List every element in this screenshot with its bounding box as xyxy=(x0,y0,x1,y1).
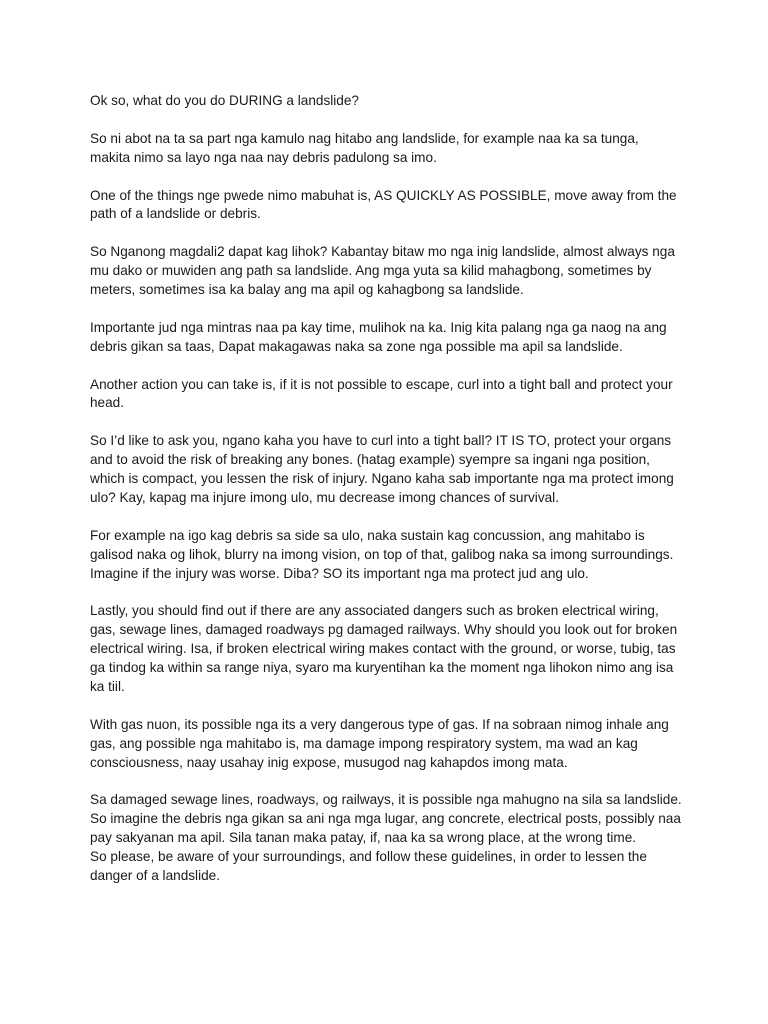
paragraph: Lastly, you should find out if there are any associated dangers such as broken electrical wiring, gas, sewage lines, damaged roadways pg damaged railways. Why should you look out for broken electrical wiring. Isa, if broken electrical wiring makes contact with the ground, or worse, tubig, tas ga tindog ka within sa range niya, syaro ma kuryentihan ka the moment nga lihokon nimo ang isa ka tiil. xyxy=(90,603,678,694)
paragraph: So ni abot na ta sa part nga kamulo nag hitabo ang landslide, for example naa ka sa tunga, makita nimo sa layo nga naa nay debris padulong sa imo. xyxy=(90,130,639,165)
paragraph-closing: So please, be aware of your surroundings, and follow these guidelines, in order to lessen the danger of a landslide. xyxy=(90,849,647,883)
paragraph-heading-question: Ok so, what do you do DURING a landslide? xyxy=(90,93,359,108)
paragraph: With gas nuon, its possible nga its a very dangerous type of gas. If na sobraan nimog inhale ang gas, ang possible nga mahitabo is, ma damage impong respiratory system, ma wad an kag consciousness, naay usahay inig expose, musugod nag kahapdos imong mata. xyxy=(90,716,669,770)
paragraph: Importante jud nga mintras naa pa kay time, mulihok na ka. Inig kita palang nga ga naog na ang debris gikan sa taas, Dapat makagawas naka sa zone nga possible ma apil sa landslide. xyxy=(90,319,667,354)
paragraph: Another action you can take is, if it is not possible to escape, curl into a tight ball and protect your head. xyxy=(90,376,673,411)
paragraph: For example na igo kag debris sa side sa ulo, naka sustain kag concussion, ang mahitabo is galisod naka og lihok, blurry na imong vision, on top of that, galibog naka sa imong surroundings. Imagine if the injury was worse. Diba? SO its important nga ma protect jud ang ulo. xyxy=(90,527,674,581)
paragraph: So I’d like to ask you, ngano kaha you have to curl into a tight ball? IT IS TO, protect your organs and to avoid the risk of breaking any bones. (hatag example) syempre sa ingani nga position, which is compact, you lessen the risk of injury. Ngano kaha sab importante nga ma protect imong ulo? Kay, kapag ma injure imong ulo, mu decrease imong chances of survival. xyxy=(90,433,674,505)
paragraph: One of the things nge pwede nimo mabuhat is, AS QUICKLY AS POSSIBLE, move away from the path of a landslide or debris. xyxy=(90,187,677,222)
document-page xyxy=(90,92,682,886)
paragraph: Sa damaged sewage lines, roadways, og railways, it is possible nga mahugno na sila sa landslide. So imagine the debris nga gikan sa ani nga mga lugar, ang concrete, electrical posts, possibly naa pay sakyanan ma apil. Sila tanan maka patay, if, naa ka sa wrong place, at the wrong time. xyxy=(90,792,682,846)
paragraph: So Nganong magdali2 dapat kag lihok? Kabantay bitaw mo nga inig landslide, almost always nga mu dako or muwiden ang path sa landslide. Ang mga yuta sa kilid mahagbong, sometimes by meters, sometimes isa ka balay ang ma apil og kahagbong sa landslide. xyxy=(90,244,675,298)
